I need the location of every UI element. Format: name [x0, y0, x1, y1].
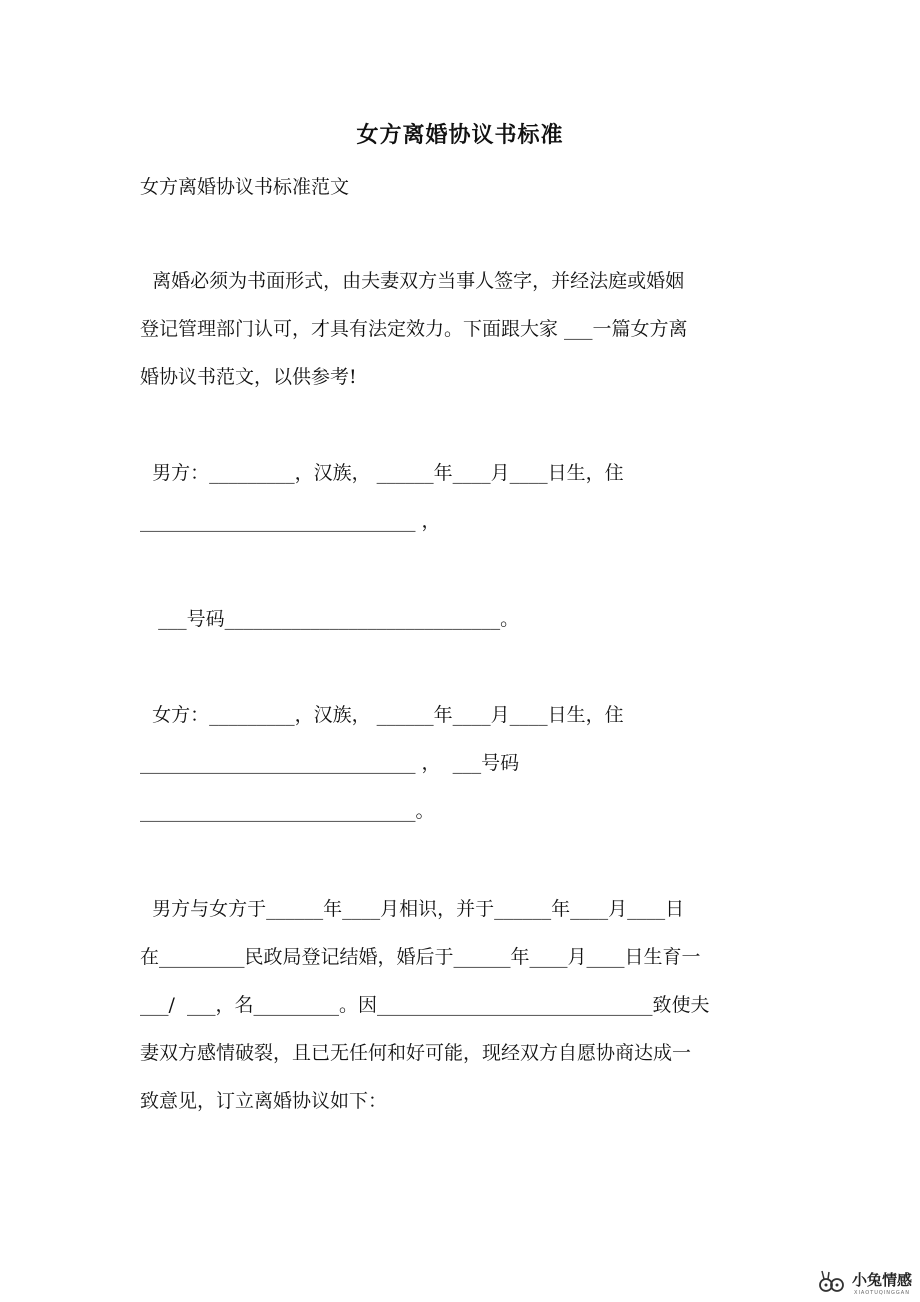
paragraph-line: 女方：_________，汉族， ______年____月____日生，住 — [140, 704, 624, 726]
paragraph-line: 婚协议书范文，以供参考! — [140, 366, 357, 388]
watermark — [814, 1269, 912, 1296]
document-title: 女方离婚协议书标准 — [356, 122, 564, 148]
watermark-subtext: XIAOTUQINGGAN — [854, 1290, 910, 1296]
paragraph-line: _____________________________。 — [140, 800, 435, 822]
watermark-text: 小兔情感 — [851, 1271, 912, 1289]
paragraph-line: 妻双方感情破裂，且已无任何和好可能，现经双方自愿协商达成一 — [140, 1042, 692, 1064]
paragraph-line: ___号码_____________________________。 — [140, 608, 520, 630]
paragraph-line: 男方与女方于______年____月相识，并于______年____月____日 — [140, 898, 685, 920]
paragraph-line: 离婚必须为书面形式，由夫妻双方当事人签字，并经法庭或婚姻 — [140, 270, 685, 292]
paragraph-line: 致意见，订立离婚协议如下： — [140, 1090, 388, 1112]
paragraph-line: ___/ ___，名_________。因_____________________________致使夫 — [140, 994, 710, 1016]
paragraph-line: 男方：_________，汉族， ______年____月____日生，住 — [140, 462, 624, 484]
paragraph-line: 登记管理部门认可，才具有法定效力。下面跟大家 ___一篇女方离 — [140, 318, 688, 340]
paragraph-line: 在_________民政局登记结婚，婚后于______年____月____日生育一 — [140, 946, 701, 968]
document-subtitle: 女方离婚协议书标准范文 — [140, 176, 350, 198]
paragraph-line: _____________________________ ， ___号码 — [140, 752, 520, 774]
paragraph-line: _____________________________ ， — [140, 510, 441, 532]
rabbit-logo-icon — [814, 1270, 848, 1296]
